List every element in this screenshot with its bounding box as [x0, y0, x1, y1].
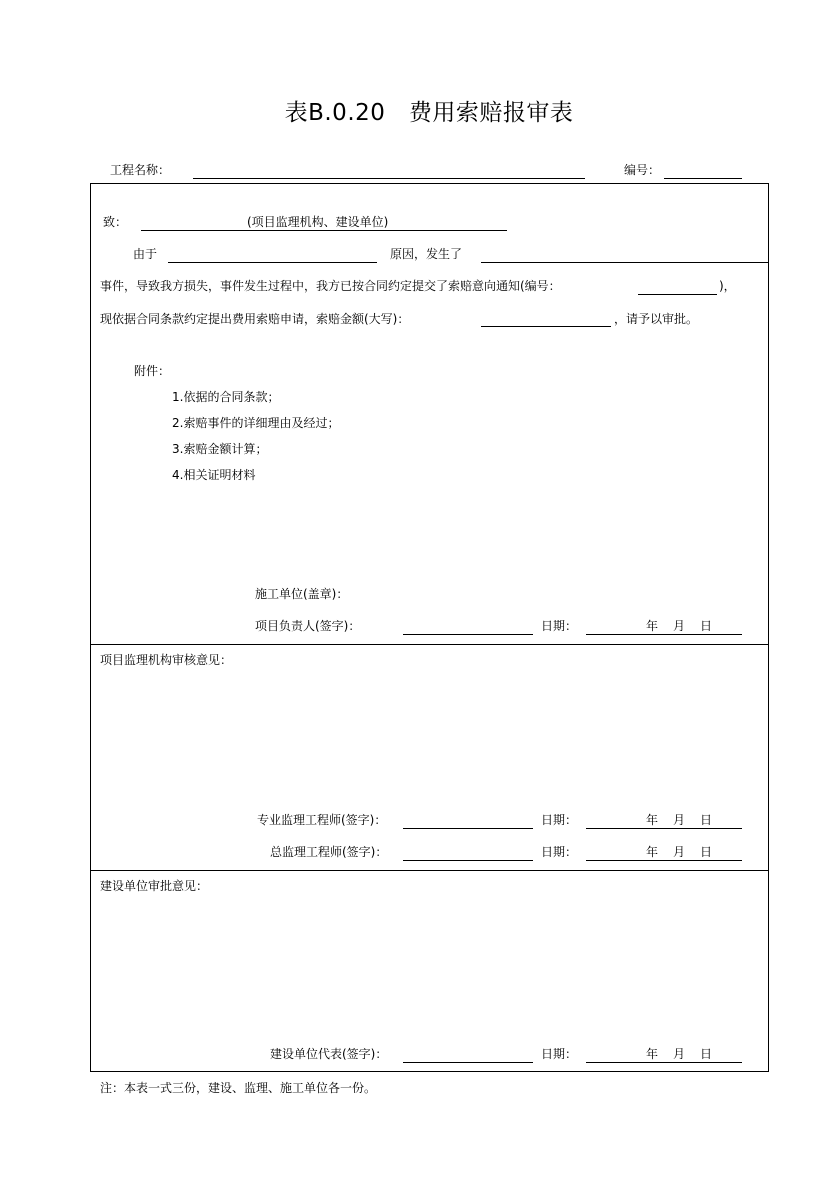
- day-label: 日: [700, 619, 713, 633]
- notice-number-field[interactable]: [638, 294, 717, 295]
- date-label: 日期：: [541, 845, 578, 859]
- section-divider: [90, 644, 769, 645]
- to-label: 致：: [103, 215, 128, 229]
- supervision-review-heading: 项目监理机构审核意见：: [100, 653, 233, 667]
- specialist-signature-field[interactable]: [403, 828, 533, 829]
- reason-field[interactable]: [168, 262, 377, 263]
- date-field[interactable]: [586, 1062, 742, 1063]
- year-label: 年: [646, 813, 659, 827]
- owner-representative-label: 建设单位代表(签字)：: [270, 1047, 388, 1061]
- year-label: 年: [646, 619, 659, 633]
- claim-notice-text: 事件，导致我方损失，事件发生过程中，我方已按合同约定提交了索赔意向通知(编号：: [100, 279, 561, 293]
- number-label: 编号：: [624, 163, 661, 177]
- owner-approval-heading: 建设单位审批意见：: [100, 879, 209, 893]
- owner-signature-field[interactable]: [403, 1062, 533, 1063]
- project-manager-label: 项目负责人(签字)：: [255, 619, 361, 633]
- project-name-field[interactable]: [193, 178, 585, 179]
- claim-request-end: ，请予以审批。: [614, 312, 699, 326]
- to-field[interactable]: [141, 230, 507, 231]
- contractor-seal-label: 施工单位(盖章)：: [255, 587, 349, 601]
- specialist-engineer-label: 专业监理工程师(签字)：: [257, 813, 387, 827]
- date-field[interactable]: [586, 634, 742, 635]
- due-to-label: 由于: [133, 247, 158, 261]
- attachment-item: 2.索赔事件的详细理由及经过；: [172, 416, 340, 430]
- month-label: 月: [673, 845, 686, 859]
- claim-request-text: 现依据合同条款约定提出费用索赔申请，索赔金额(大写)：: [100, 312, 410, 326]
- project-name-label: 工程名称：: [110, 163, 171, 177]
- month-label: 月: [673, 1047, 686, 1061]
- section-divider: [90, 870, 769, 871]
- claim-amount-field[interactable]: [481, 326, 611, 327]
- date-label: 日期：: [541, 813, 578, 827]
- year-label: 年: [646, 845, 659, 859]
- attachment-item: 4.相关证明材料: [172, 468, 256, 482]
- event-field[interactable]: [481, 262, 769, 263]
- date-field[interactable]: [586, 828, 742, 829]
- number-field[interactable]: [664, 178, 742, 179]
- day-label: 日: [700, 813, 713, 827]
- month-label: 月: [673, 813, 686, 827]
- day-label: 日: [700, 1047, 713, 1061]
- chief-engineer-label: 总监理工程师(签字)：: [270, 845, 388, 859]
- day-label: 日: [700, 845, 713, 859]
- month-label: 月: [673, 619, 686, 633]
- project-manager-signature-field[interactable]: [403, 634, 533, 635]
- attachment-item: 3.索赔金额计算；: [172, 442, 268, 456]
- year-label: 年: [646, 1047, 659, 1061]
- footnote: 注：本表一式三份，建设、监理、施工单位各一份。: [100, 1081, 377, 1095]
- attachment-item: 1.依据的合同条款；: [172, 390, 280, 404]
- date-field[interactable]: [586, 860, 742, 861]
- chief-signature-field[interactable]: [403, 860, 533, 861]
- form-title: 表B.0.20 费用索赔报审表: [284, 100, 574, 126]
- reason-label: 原因，发生了: [390, 247, 463, 261]
- to-hint: (项目监理机构、建设单位): [247, 215, 389, 229]
- attachments-label: 附件：: [134, 364, 171, 378]
- date-label: 日期：: [541, 619, 578, 633]
- date-label: 日期：: [541, 1047, 578, 1061]
- claim-notice-end: )，: [719, 279, 736, 293]
